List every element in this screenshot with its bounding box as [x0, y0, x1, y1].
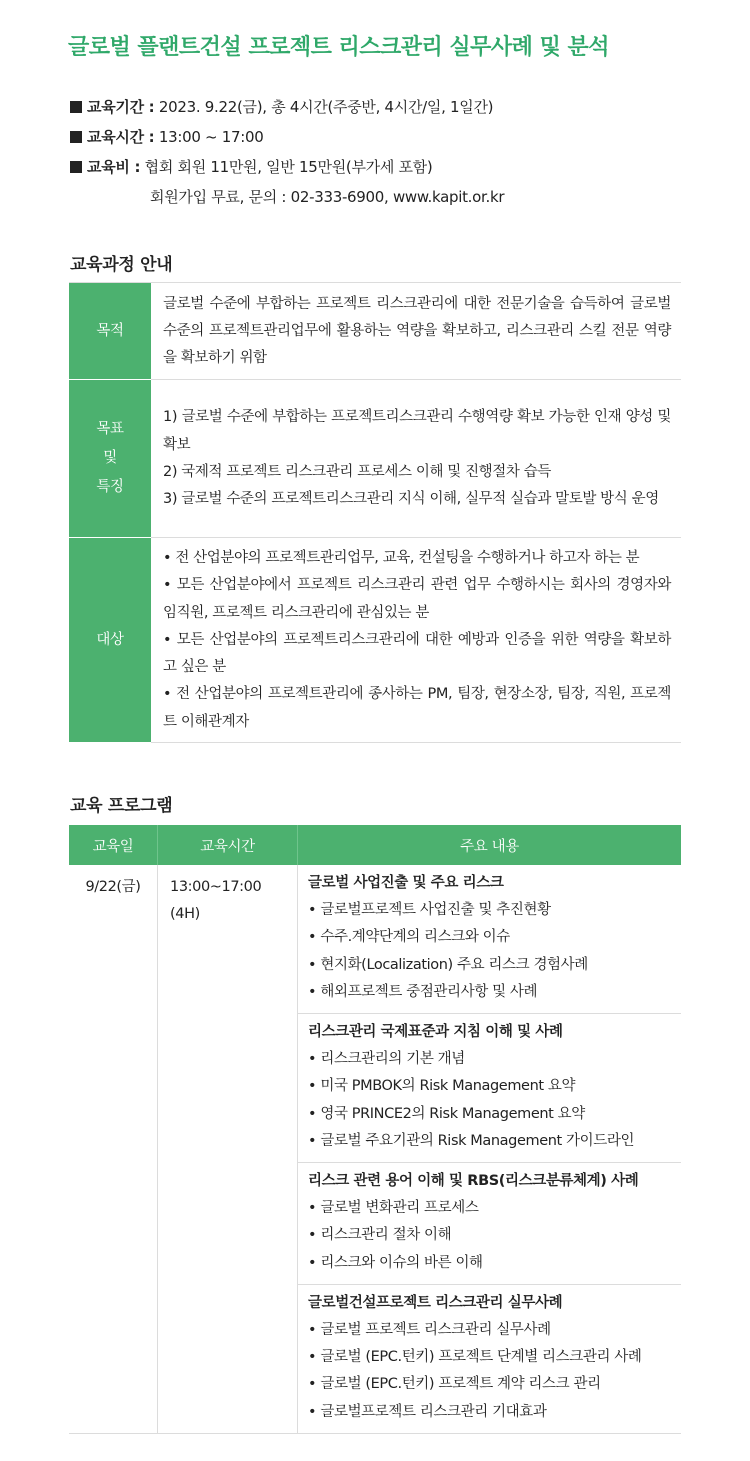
module-item: • 리스크와 이슈의 바른 이해: [308, 1254, 483, 1271]
fee-line: [70, 152, 504, 182]
fee-extra: 회원가입 무료, 문의 : 02-333-6900, www.kapit.or.kr: [150, 188, 505, 206]
program-heading: 교육 프로그램: [70, 796, 173, 816]
module-item: • 리스크관리의 기본 개념: [308, 1051, 465, 1068]
program-table: [69, 825, 681, 1434]
period-label: 교육기간 :: [87, 98, 155, 116]
module-item: • 미국 PMBOK의 Risk Management 요약: [308, 1078, 576, 1095]
program-module: [298, 1163, 682, 1285]
period-value: 2023. 9.22(금), 총 4시간(주중반, 4시간/일, 1일간): [158, 98, 494, 116]
module-item: • 현지화(Localization) 주요 리스크 경험사례: [308, 956, 588, 973]
course-info: [70, 92, 504, 212]
guide-line: 3) 글로벌 수준의 프로젝트리스크관리 지식 이해, 실무적 실습과 말토발 방식 운영: [163, 491, 659, 508]
program-header-row: [69, 825, 681, 865]
guide-row-goals: [69, 380, 681, 538]
fee-label: 교육비 :: [87, 158, 141, 176]
module-title: 글로벌 사업진출 및 주요 리스크: [308, 875, 504, 891]
program-time: [158, 865, 298, 1433]
guide-table: [69, 282, 681, 743]
guide-line: • 전 산업분야의 프로젝트관리에 종사하는 PM, 팀장, 현장소장, 팀장, 직원, 프로젝트 이해관계자: [163, 686, 671, 730]
time-label: 교육시간 :: [87, 128, 155, 146]
time-line: [70, 122, 504, 152]
guide-line: 글로벌 수준에 부합하는 프로젝트 리스크관리에 대한 전문기술을 습득하여 글로벌수준의 프로젝트관리업무에 활용하는 역량을 확보하고, 리스크관리 스킬 전문 역량을 확보하기 위함: [163, 295, 671, 367]
guide-label: [69, 283, 151, 380]
square-bullet-icon: [70, 131, 82, 143]
guide-label-text: 목적: [96, 322, 124, 339]
module-item: • 글로벌프로젝트 사업진출 및 추진현황: [308, 902, 551, 919]
module-item: • 글로벌 (EPC.턴키) 프로젝트 계약 리스크 관리: [308, 1376, 601, 1393]
module-item: • 리스크관리 절차 이해: [308, 1227, 452, 1244]
period-line: [70, 92, 504, 122]
program-row: [69, 865, 681, 1014]
guide-row-purpose: [69, 283, 681, 380]
program-module: [298, 865, 682, 1014]
module-item: • 수주.계약단계의 리스크와 이슈: [308, 929, 510, 946]
module-title: 글로벌건설프로젝트 리스크관리 실무사례: [308, 1294, 563, 1311]
guide-label-text: 특징: [96, 479, 124, 495]
guide-label-text: 목표: [96, 421, 124, 437]
module-item: • 글로벌 주요기관의 Risk Management 가이드라인: [308, 1132, 635, 1149]
module-item: • 글로벌 프로젝트 리스크관리 실무사례: [308, 1322, 551, 1339]
square-bullet-icon: [70, 161, 82, 173]
module-item: • 글로벌프로젝트 리스크관리 기대효과: [308, 1403, 547, 1420]
module-title: 리스크관리 국제표준과 지침 이해 및 사례: [308, 1024, 563, 1041]
guide-line: • 전 산업분야의 프로젝트관리업무, 교육, 컨설팅을 수행하거나 하고자 하는 분: [163, 550, 640, 566]
guide-content: [151, 380, 681, 538]
time-value: 13:00 ~ 17:00: [158, 128, 264, 146]
guide-content: [151, 538, 681, 743]
guide-label-text: 대상: [96, 631, 124, 648]
guide-label: [69, 538, 151, 743]
guide-label-text: 및: [103, 450, 117, 466]
guide-line: 1) 글로벌 수준에 부합하는 프로젝트리스크관리 수행역량 확보 가능한 인재 양성 및 확보: [163, 409, 671, 453]
guide-content: [151, 283, 681, 380]
program-time-hours: (4H): [170, 906, 200, 922]
fee-extra-line: [70, 182, 504, 212]
guide-heading: 교육과정 안내: [70, 255, 173, 275]
guide-line: • 모든 산업분야의 프로젝트리스크관리에 대한 예방과 인증을 위한 역량을 확보하고 싶은 분: [163, 631, 671, 676]
column-header-date: 교육일: [69, 825, 158, 865]
program-module: [298, 1284, 682, 1433]
square-bullet-icon: [70, 101, 82, 113]
program-date: 9/22(금): [69, 865, 158, 1433]
module-item: • 영국 PRINCE2의 Risk Management 요약: [308, 1105, 585, 1122]
guide-line: • 모든 산업분야에서 프로젝트 리스크관리 관련 업무 수행하시는 회사의 경영자와 임직원, 프로젝트 리스크관리에 관심있는 분: [163, 577, 671, 621]
program-time-range: 13:00~17:00: [170, 879, 262, 895]
module-item: • 글로벌 변화관리 프로세스: [308, 1200, 479, 1217]
guide-line: 2) 국제적 프로젝트 리스크관리 프로세스 이해 및 진행절차 습득: [163, 464, 551, 480]
page-title: 글로벌 플랜트건설 프로젝트 리스크관리 실무사례 및 분석: [68, 35, 610, 60]
column-header-content: 주요 내용: [298, 825, 682, 865]
program-module: [298, 1014, 682, 1163]
module-title: 리스크 관련 용어 이해 및 RBS(리스크분류체계) 사례: [308, 1173, 639, 1190]
guide-row-target: [69, 538, 681, 743]
fee-value: 협회 회원 11만원, 일반 15만원(부가세 포함): [144, 158, 433, 176]
column-header-time: 교육시간: [158, 825, 298, 865]
module-item: • 글로벌 (EPC.턴키) 프로젝트 단계별 리스크관리 사례: [308, 1349, 642, 1366]
module-item: • 해외프로젝트 중점관리사항 및 사례: [308, 983, 538, 1000]
guide-label: [69, 380, 151, 538]
